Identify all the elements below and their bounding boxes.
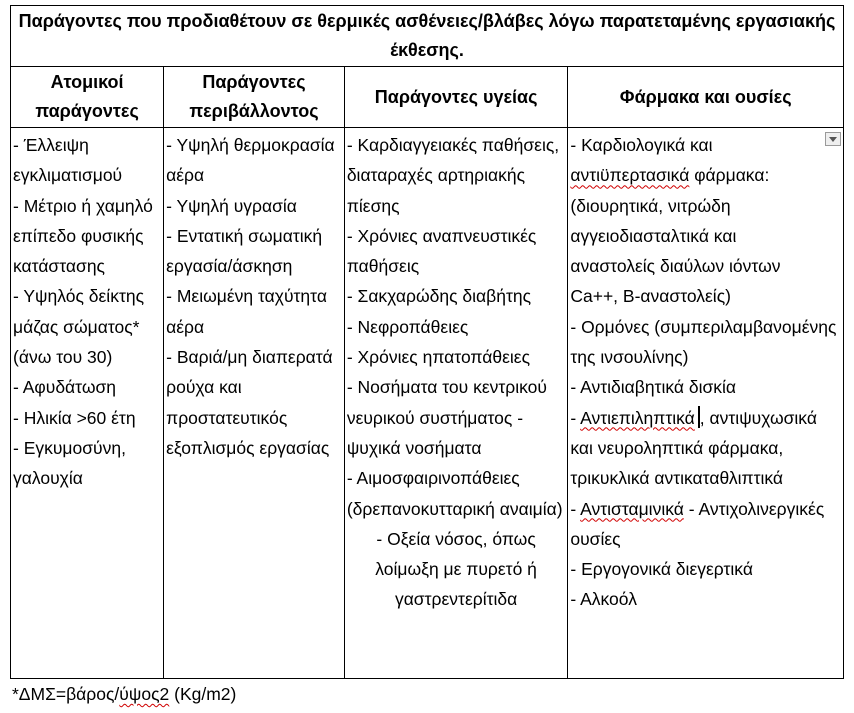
header-environment-factors[interactable]: Παράγοντες περιβάλλοντος [164, 67, 345, 128]
list-item [570, 494, 841, 555]
chevron-down-icon[interactable] [825, 132, 841, 146]
list-item: - Υψηλή υγρασία [166, 195, 297, 216]
list-item: - Υψηλή θερμοκρασία αέρα [166, 135, 335, 186]
list-item: - Καρδιαγγειακές παθήσεις, διαταραχές αρτηριακής πίεσης [346, 135, 560, 216]
header-drugs-substances[interactable]: Φάρμακα και ουσίες [568, 67, 844, 128]
list-item: - Σακχαρώδης διαβήτης [346, 286, 532, 307]
list-item: - Ορμόνες (συμπεριλαμβανομένης της ινσουλίνης) [570, 316, 837, 368]
list-item [570, 130, 841, 312]
item-text: - Αντιχολινεργικές ουσίες [570, 498, 825, 549]
list-item: - Εργογονικά διεγερτικά [570, 559, 753, 580]
item-text: - Καρδιολογικά και [570, 135, 713, 155]
header-health-factors[interactable]: Παράγοντες υγείας [344, 67, 568, 128]
spelling-flag[interactable]: Αντισταμινικά [580, 498, 684, 519]
footnote[interactable] [12, 682, 236, 706]
footnote-text: *ΔΜΣ=βάρος/ [12, 684, 120, 704]
environment-factors-cell[interactable] [164, 128, 345, 679]
list-item [570, 403, 841, 494]
list-item: - Αφυδάτωση [13, 377, 117, 398]
list-item: - Χρόνιες αναπνευστικές παθήσεις [346, 225, 537, 277]
item-text: - [570, 498, 581, 519]
spelling-flag[interactable]: αντιϋπερτασικά [570, 165, 690, 186]
table-title[interactable]: Παράγοντες που προδιαθέτουν σε θερμικές ασθένειες/βλάβες λόγω παρατεταμένης εργασιακής έκθεσης. [11, 6, 844, 67]
list-item: - Μειωμένη ταχύτητα αέρα [166, 286, 327, 337]
list-item: - Χρόνιες ηπατοπάθειες [346, 347, 531, 368]
list-item: - Νεφροπάθειες [346, 316, 469, 337]
list-item: - Εντατική σωματική εργασία/άσκηση [166, 225, 323, 277]
item-text: , αντιψυχωσικά και νευροληπτικά φάρμακα, τρικυκλικά αντικαταθλιπτικά [570, 407, 817, 489]
spelling-flag[interactable]: Αντιεπιληπτικά [580, 407, 695, 428]
list-item: - Νοσήματα του κεντρικού νευρικού συστήματος - ψυχικά νοσήματα [346, 377, 547, 458]
list-item: - Αντιδιαβητικά δισκία [570, 377, 737, 398]
list-item: - Υψηλός δείκτης μάζας σώματος* (άνω του 30) [13, 286, 145, 368]
spelling-flag[interactable]: ύψος2 [119, 684, 170, 704]
health-factors-cell[interactable] [344, 128, 568, 679]
factors-table [10, 5, 844, 679]
drugs-substances-cell[interactable] [568, 128, 844, 679]
item-text: - [570, 407, 581, 428]
footnote-text: (Kg/m2) [169, 684, 237, 704]
list-item: - Ηλικία >60 έτη [13, 407, 136, 428]
list-item: - Αιμοσφαιρινοπάθειες (δρεπανοκυτταρική αναιμία) [346, 468, 563, 519]
list-item: - Οξεία νόσος, όπως λοίμωξη με πυρετό ή γαστρεντερίτιδα [375, 528, 537, 610]
list-item: - Βαριά/μη διαπερατά ρούχα και προστατευτικός εξοπλισμός εργασίας [166, 347, 333, 458]
list-item: - Αλκοόλ [570, 589, 637, 610]
header-personal-factors[interactable]: Ατομικοί παράγοντες [11, 67, 164, 128]
list-item: - Εγκυμοσύνη, γαλουχία [13, 437, 126, 489]
personal-factors-cell[interactable] [11, 128, 164, 679]
list-item: - Μέτριο ή χαμηλό επίπεδο φυσικής κατάστασης [13, 195, 153, 277]
item-text: φάρμακα: (διουρητικά, νιτρώδη αγγειοδιασταλτικά και αναστολείς διαύλων ιόντων Ca++, Β-αναστολείς) [570, 165, 781, 307]
list-item: - Έλλειψη εγκλιματισμού [13, 135, 123, 186]
